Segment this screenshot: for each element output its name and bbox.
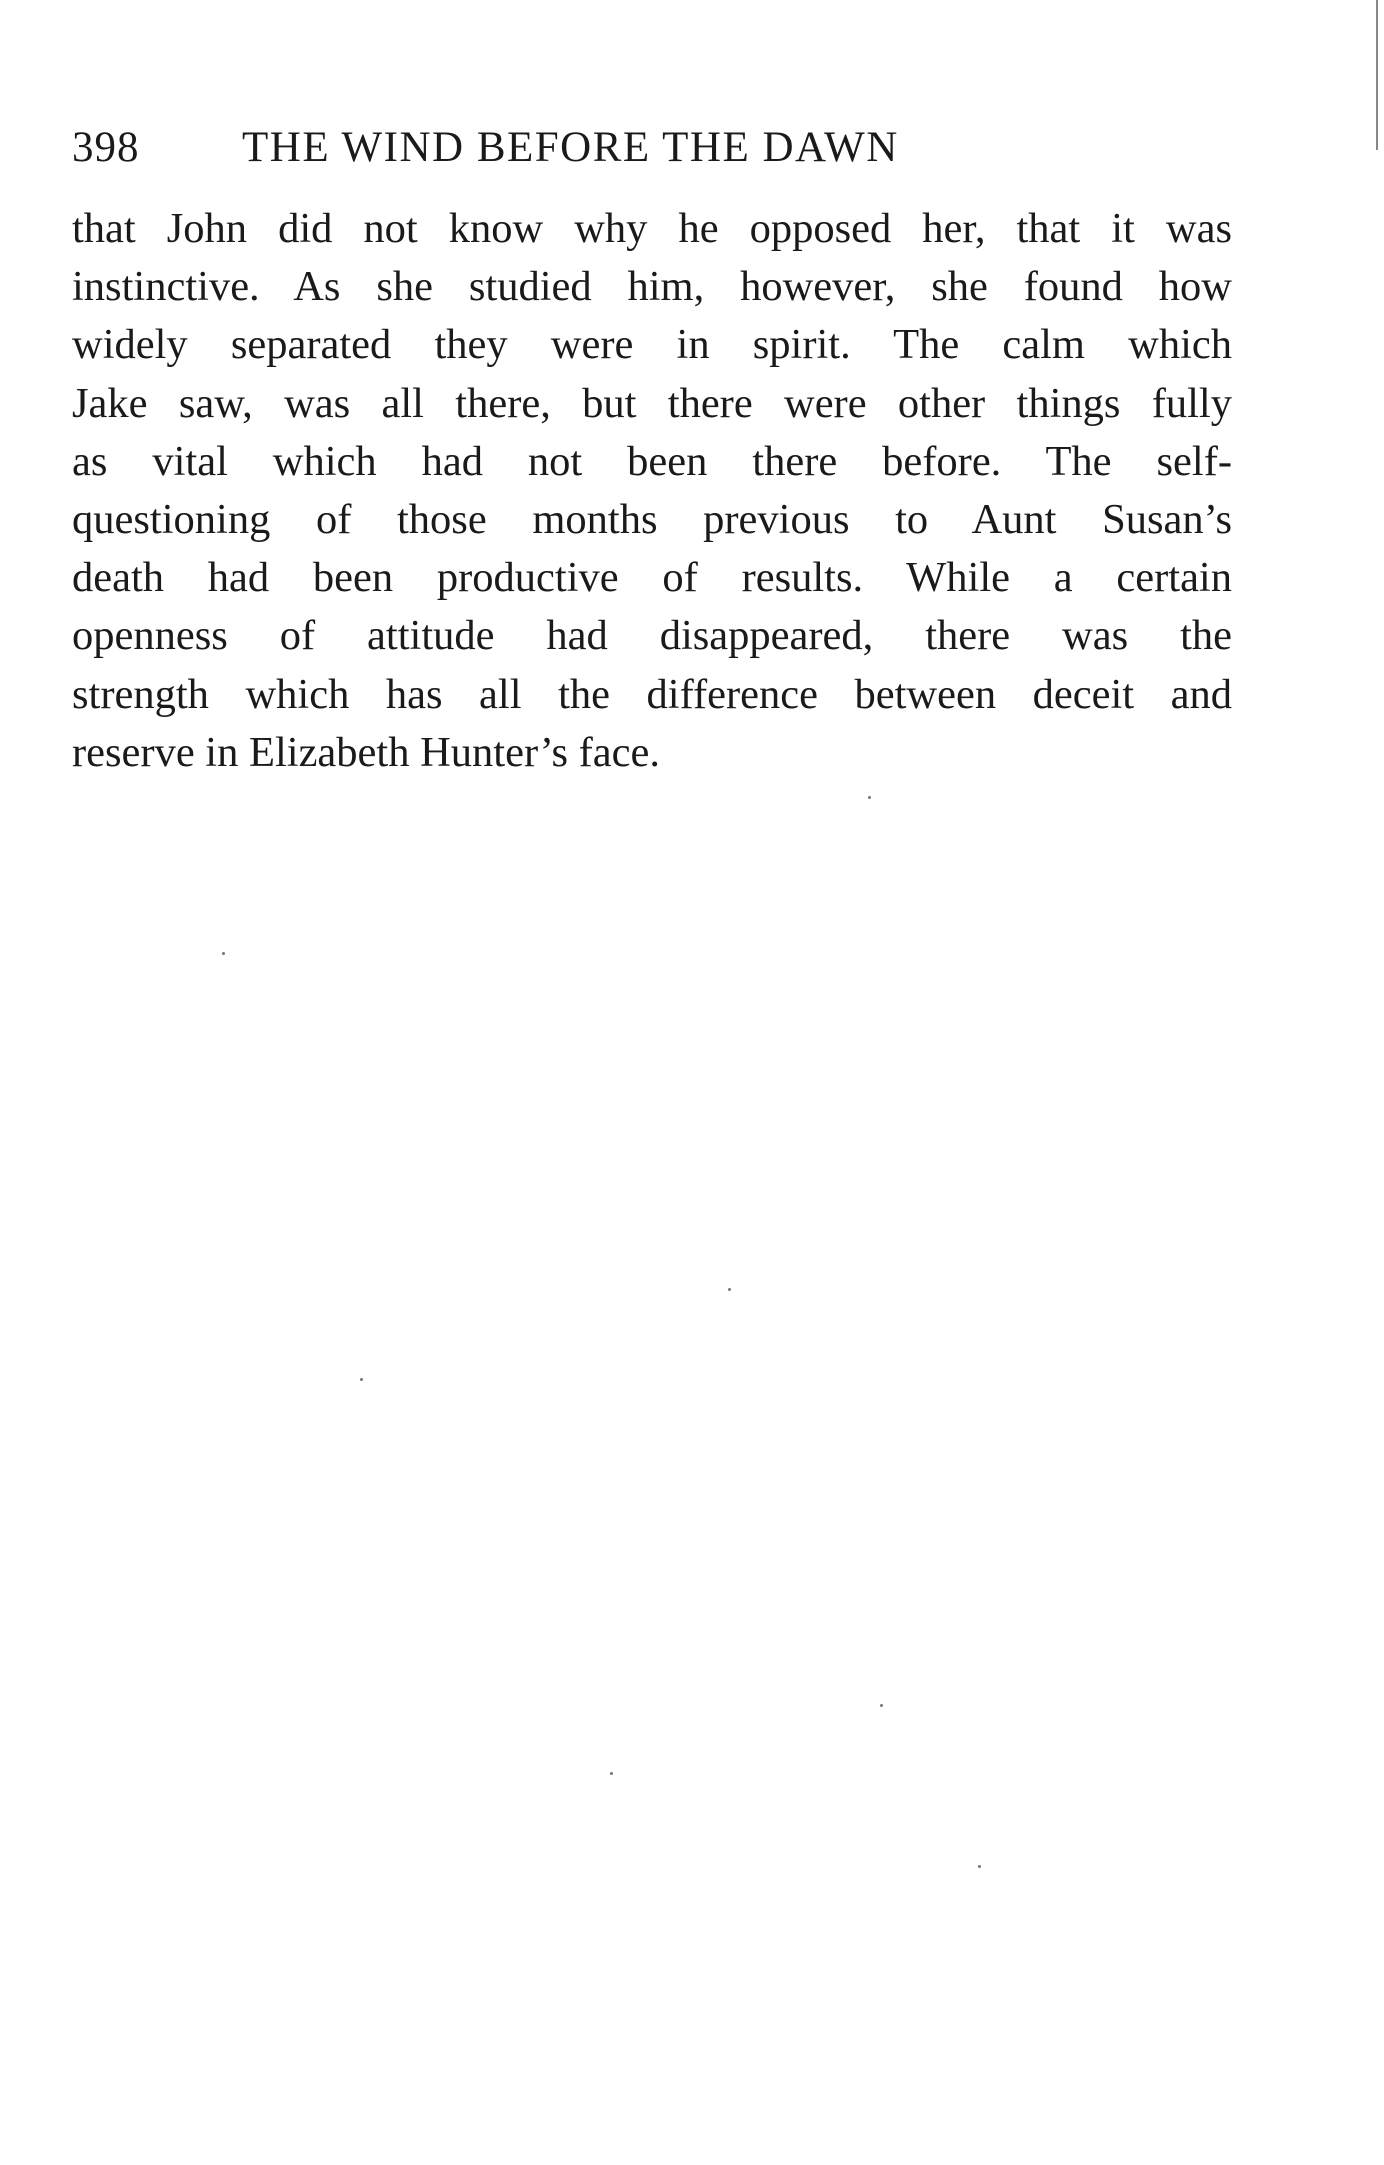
- text-line: death had been productive of results. While a certain: [72, 554, 1232, 602]
- text-line: widely separated they were in spirit. The calm which: [72, 321, 1232, 369]
- scan-speck: [868, 796, 871, 799]
- text-line: strength which has all the difference between deceit and: [72, 670, 1232, 718]
- text-line: as vital which had not been there before. The self-: [72, 437, 1232, 485]
- text-line: questioning of those months previous to Aunt Susan’s: [72, 495, 1232, 543]
- running-head: [72, 118, 1232, 178]
- scan-edge-mark: [1376, 0, 1378, 150]
- scan-speck: [728, 1288, 731, 1291]
- page-number: 398: [72, 124, 140, 171]
- scan-speck: [978, 1865, 981, 1868]
- scan-speck: [360, 1378, 363, 1381]
- text-line: openness of attitude had disappeared, there was the: [72, 612, 1232, 660]
- text-line: that John did not know why he opposed her, that it was: [72, 205, 1232, 252]
- scan-speck: [222, 952, 225, 955]
- body-paragraph: [72, 200, 1232, 782]
- scan-speck: [610, 1772, 613, 1775]
- text-line: instinctive. As she studied him, however, she found how: [72, 263, 1232, 311]
- running-title: THE WIND BEFORE THE DAWN: [242, 124, 899, 171]
- text-line: reserve in Elizabeth Hunter’s face.: [72, 728, 661, 776]
- scan-speck: [880, 1704, 883, 1707]
- text-line: Jake saw, was all there, but there were other things fully: [72, 379, 1232, 427]
